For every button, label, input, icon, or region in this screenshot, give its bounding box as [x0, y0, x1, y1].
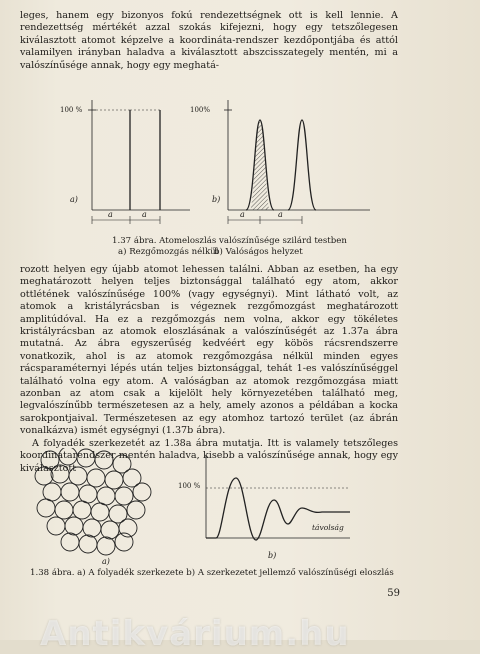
liquid-atom-circle — [61, 533, 79, 551]
liquid-atom-circle — [97, 537, 115, 555]
fig2-caption: 1.38 ábra. a) A folyadék szerkezete b) A szerkezetet jellemző valószínűségi eloszlás — [30, 568, 394, 578]
fig2a-panel-label: a) — [102, 557, 110, 566]
page-number: 59 — [387, 588, 400, 599]
figure-1-37b — [190, 100, 370, 224]
fig2b-xlabel: távolság — [312, 523, 344, 532]
watermark: Antikvárium.hu — [40, 614, 350, 654]
liquid-atom-circle — [73, 501, 91, 519]
liquid-atom-circle — [83, 519, 101, 537]
liquid-atom-circle — [87, 469, 105, 487]
liquid-atom-circle — [41, 451, 59, 469]
fig1a-panel-label: a) — [70, 195, 78, 204]
liquid-atom-circle — [95, 451, 113, 469]
fig1a-spacing-2: a — [142, 210, 147, 219]
liquid-atom-circle — [59, 448, 77, 465]
liquid-atom-circle — [115, 487, 133, 505]
paragraph-3: A folyadék szerkezetét az 1.38a ábra mutatja. Itt is valamely tetszőleges koordinátarendszer mentén haladva, kisebb a valószínűsége annak, hogy egy kiválasztott — [20, 437, 398, 474]
paragraph-1: leges, hanem egy bizonyos fokú rendezettségnek ott is kell lennie. A rendezettség mértékét azzal szokás kifejezni, hogy egy tetszőlegesen kiválasztott atomot képzelve a koordináta-rendszer kezdőpontjába és attól valamilyen irányban haladva a kiválasztott abszcisszategely mentén, mi a valószínűsége annak, hogy egy meghatá- — [20, 10, 398, 71]
paragraph-top — [20, 10, 398, 72]
fig1b-hatched-area — [250, 120, 270, 210]
figure-1-37 — [50, 90, 380, 240]
liquid-atom-circle — [37, 499, 55, 517]
liquid-atom-circle — [47, 517, 65, 535]
liquid-atom-circle — [61, 483, 79, 501]
fig1b-spacing-2: a — [278, 210, 283, 219]
fig1a-spacing-1: a — [108, 210, 113, 219]
figure-1-38a-liquid-atoms — [35, 448, 151, 555]
liquid-atom-circle — [55, 501, 73, 519]
liquid-atom-circle — [51, 465, 69, 483]
liquid-atom-circle — [69, 467, 87, 485]
fig1-caption-b: b) Valóságos helyzet — [214, 247, 303, 257]
liquid-atom-circle — [123, 469, 141, 487]
liquid-atom-circle — [79, 535, 97, 553]
fig1b-ylabel: 100% — [190, 106, 211, 114]
liquid-atom-circle — [97, 487, 115, 505]
paragraph-middle — [20, 264, 398, 475]
fig1-caption-a: a) Rezgőmozgás nélkül — [118, 247, 219, 257]
liquid-atom-circle — [133, 483, 151, 501]
liquid-atom-circle — [43, 483, 61, 501]
liquid-atom-circle — [65, 517, 83, 535]
liquid-atom-circle — [127, 501, 145, 519]
liquid-atom-circle — [77, 449, 95, 467]
liquid-atom-circle — [91, 503, 109, 521]
fig2b-ylabel: 100 % — [178, 482, 201, 490]
figure-1-38b-distribution — [178, 456, 350, 560]
figure-1-37a — [60, 100, 190, 224]
fig1b-peak-2 — [288, 120, 316, 210]
fig1-caption-title: 1.37 ábra. Atomeloszlás valószínűsége szilárd testben — [112, 236, 347, 246]
liquid-atom-circle — [35, 467, 53, 485]
figure-1-38 — [30, 448, 390, 588]
fig1b-spacing-1: a — [240, 210, 245, 219]
liquid-atom-circle — [109, 505, 127, 523]
paragraph-2: rozott helyen egy újabb atomot lehessen találni. Abban az esetben, ha egy meghatározott helyen teljes biztonsággal található egy atom, akkor ottlétének valószínűsége 100% (vagy egységnyi). Mint látható volt, az atomok a kristályrácsban is végeznek rezgőmozgást meghatározott amplitúdóval. Ha ez a rezgőmozgás nem volna, akkor egy tökéletes kristályrácsban az atomok eloszlásának a valószínűségét az 1.37a ábra mutatná. Az ábra egyszerűség kedvéért egy köbös rácsrendszerre vonatkozik, ahol is az atomok rezgőmozgása nélkül minden egyes rácsparaméternyi lépés után teljes biztonsággal, tehát 1-es valószínűséggel található volna egy atom. A valóságban az atomok rezgőmozgása miatt azonban az atom csak a kijelölt hely környezetében található meg, legvalószínűbb természetesen az a hely, amely azonos a példában a kocka sarokpontjaival. Természetesen az egy atomhoz tartozó terület (az ábrán vonalkázva) ismét egységnyi (1.37b ábra). — [20, 264, 398, 437]
liquid-atom-circle — [79, 485, 97, 503]
fig2b-panel-label: b) — [268, 551, 277, 560]
liquid-atom-circle — [105, 471, 123, 489]
fig1a-ylabel: 100 % — [60, 106, 83, 114]
fig1b-panel-label: b) — [212, 195, 221, 204]
liquid-atom-circle — [101, 521, 119, 539]
liquid-atom-circle — [113, 455, 131, 473]
